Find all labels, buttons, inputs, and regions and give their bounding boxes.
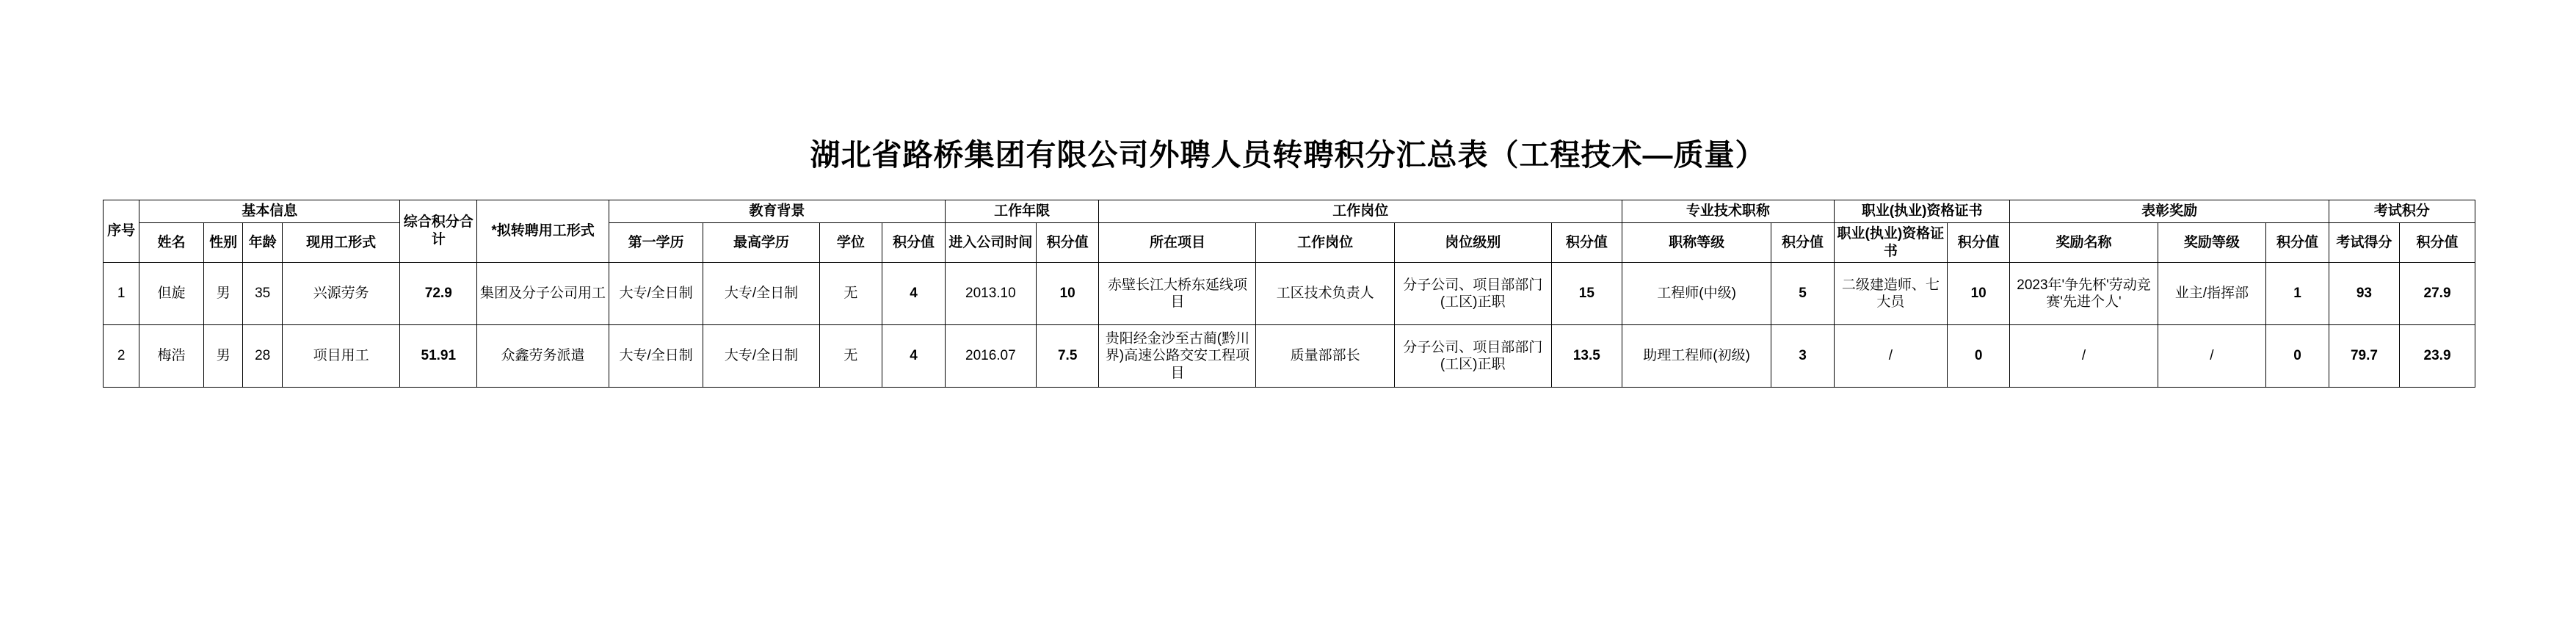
score-table [103, 200, 2475, 388]
cell-title-grade: 工程师(中级) [1622, 263, 1771, 325]
header-cert-name: 职业(执业)资格证书 [1834, 222, 1947, 263]
header-exam-score: 考试积分 [2329, 200, 2475, 223]
header-sex: 性别 [203, 222, 242, 263]
cell-award-grade: 业主/指挥部 [2158, 263, 2266, 325]
cell-age: 28 [243, 325, 282, 388]
cell-name: 梅浩 [139, 325, 204, 388]
header-project: 所在项目 [1099, 222, 1256, 263]
cell-year-points: 10 [1036, 263, 1099, 325]
score-table-container [103, 200, 2475, 388]
header-work-years: 工作年限 [945, 200, 1099, 223]
cell-post-points: 13.5 [1551, 325, 1622, 388]
header-current-type: 现用工形式 [282, 222, 399, 263]
header-award-name: 奖励名称 [2010, 222, 2158, 263]
cell-post-level: 分子公司、项目部部门(工区)正职 [1394, 263, 1551, 325]
cell-name: 但旋 [139, 263, 204, 325]
cell-year-points: 7.5 [1036, 325, 1099, 388]
header-work-post: 工作岗位 [1099, 200, 1622, 223]
cell-seq: 1 [104, 263, 139, 325]
header-basic-info: 基本信息 [139, 200, 400, 223]
cell-current-type: 项目用工 [282, 325, 399, 388]
header-award-grade: 奖励等级 [2158, 222, 2266, 263]
cell-title-grade: 助理工程师(初级) [1622, 325, 1771, 388]
cell-cert-points: 0 [1947, 325, 2010, 388]
header-position: 工作岗位 [1256, 222, 1394, 263]
header-post-level: 岗位级别 [1394, 222, 1551, 263]
cell-sex: 男 [203, 325, 242, 388]
header-total-score: 综合积分合计 [400, 200, 477, 263]
table-row [104, 263, 2475, 325]
cell-first-degree: 大专/全日制 [609, 263, 703, 325]
cell-age: 35 [243, 263, 282, 325]
cell-planned-type: 众鑫劳务派遣 [477, 325, 609, 388]
header-pro-title: 专业技术职称 [1622, 200, 1834, 223]
cell-cert-name: 二级建造师、七大员 [1834, 263, 1947, 325]
cell-planned-type: 集团及分子公司用工 [477, 263, 609, 325]
header-year-points: 积分值 [1036, 222, 1099, 263]
cell-edu-points: 4 [882, 325, 946, 388]
cell-project: 贵阳经金沙至古蔺(黔川界)高速公路交安工程项目 [1099, 325, 1256, 388]
header-highest-degree: 最高学历 [703, 222, 819, 263]
cell-highest-degree: 大专/全日制 [703, 263, 819, 325]
header-planned-type: *拟转聘用工形式 [477, 200, 609, 263]
cell-post-points: 15 [1551, 263, 1622, 325]
cell-join-date: 2013.10 [945, 263, 1036, 325]
header-name: 姓名 [139, 222, 204, 263]
page-title: 湖北省路桥集团有限公司外聘人员转聘积分汇总表（工程技术—质量） [810, 138, 1766, 172]
cell-current-type: 兴源劳务 [282, 263, 399, 325]
cell-total-score: 51.91 [400, 325, 477, 388]
header-degree: 学位 [819, 222, 882, 263]
cell-degree: 无 [819, 325, 882, 388]
header-education: 教育背景 [609, 200, 945, 223]
header-cert-points: 积分值 [1947, 222, 2010, 263]
cell-join-date: 2016.07 [945, 325, 1036, 388]
cell-degree: 无 [819, 263, 882, 325]
cell-position: 质量部部长 [1256, 325, 1394, 388]
header-exam-result: 考试得分 [2329, 222, 2399, 263]
header-exam-points: 积分值 [2400, 222, 2475, 263]
cell-award-points: 0 [2266, 325, 2329, 388]
header-title-grade: 职称等级 [1622, 222, 1771, 263]
cell-first-degree: 大专/全日制 [609, 325, 703, 388]
cell-award-points: 1 [2266, 263, 2329, 325]
table-row [104, 325, 2475, 388]
header-row-group [104, 200, 2475, 223]
header-qualification: 职业(执业)资格证书 [1834, 200, 2010, 223]
cell-title-points: 3 [1771, 325, 1835, 388]
cell-exam-result: 79.7 [2329, 325, 2399, 388]
header-post-points: 积分值 [1551, 222, 1622, 263]
cell-project: 赤壁长江大桥东延线项目 [1099, 263, 1256, 325]
cell-post-level: 分子公司、项目部部门(工区)正职 [1394, 325, 1551, 388]
cell-position: 工区技术负责人 [1256, 263, 1394, 325]
cell-cert-points: 10 [1947, 263, 2010, 325]
cell-cert-name: / [1834, 325, 1947, 388]
cell-total-score: 72.9 [400, 263, 477, 325]
header-seq: 序号 [104, 200, 139, 263]
header-first-degree: 第一学历 [609, 222, 703, 263]
cell-award-name: / [2010, 325, 2158, 388]
cell-exam-points: 23.9 [2400, 325, 2475, 388]
cell-award-name: 2023年'争先杯'劳动竞赛'先进个人' [2010, 263, 2158, 325]
table-header [104, 200, 2475, 263]
cell-sex: 男 [203, 263, 242, 325]
cell-award-grade: / [2158, 325, 2266, 388]
header-age: 年龄 [243, 222, 282, 263]
cell-title-points: 5 [1771, 263, 1835, 325]
header-join-date: 进入公司时间 [945, 222, 1036, 263]
header-award-points: 积分值 [2266, 222, 2329, 263]
cell-exam-points: 27.9 [2400, 263, 2475, 325]
header-title-points: 积分值 [1771, 222, 1835, 263]
cell-highest-degree: 大专/全日制 [703, 325, 819, 388]
cell-exam-result: 93 [2329, 263, 2399, 325]
cell-seq: 2 [104, 325, 139, 388]
table-body [104, 263, 2475, 388]
header-edu-points: 积分值 [882, 222, 946, 263]
header-awards: 表彰奖励 [2010, 200, 2329, 223]
cell-edu-points: 4 [882, 263, 946, 325]
